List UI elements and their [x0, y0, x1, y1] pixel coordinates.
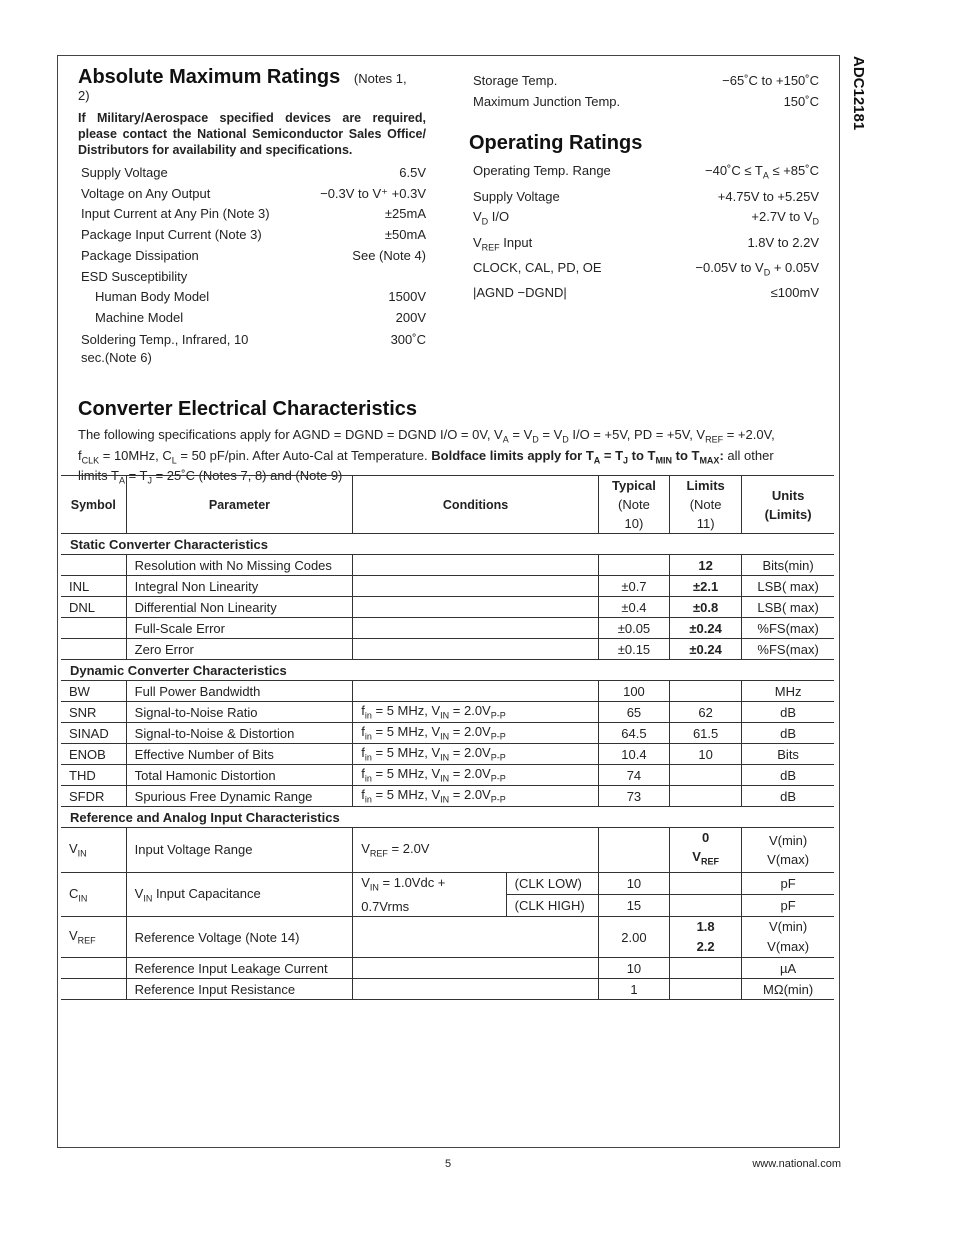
right-column — [469, 71, 819, 304]
table-row: SNR Signal-to-Noise Ratio $f_{in} = 5$ MHz, $V_{IN} = 2.0V_{P-P}$ 65 62 dB — [61, 702, 834, 723]
abs-row: Input Current at Any Pin (Note 3) ±25mA — [81, 206, 426, 222]
abs-max-title: Absolute Maximum Ratings — [78, 66, 341, 88]
op-row: $V_D$ I/O +2.7V to $V_D$ — [473, 209, 819, 227]
header-conditions: Conditions — [353, 476, 599, 534]
table-row: Zero Error ±0.15 ±0.24 %FS(max) — [61, 639, 834, 660]
storage-row: Storage Temp. −65˚C to +150˚C — [473, 73, 819, 88]
abs-row: Package Input Current (Note 3) ±50mA — [81, 227, 426, 243]
part-number-side-title: ADC12181 — [850, 56, 867, 131]
abs-row: Supply Voltage 6.5V — [81, 165, 426, 180]
table-row: Resolution with No Missing Codes 12 Bits(min) — [61, 555, 834, 576]
table-row: Reference Input Resistance 1 MΩ(min) — [61, 979, 834, 1000]
op-row: $V_{REF}$ Input 1.8V to 2.2V — [473, 234, 819, 253]
operating-ratings-title: Operating Ratings — [469, 132, 643, 155]
spec-table — [61, 475, 834, 1000]
table-header-row — [61, 476, 834, 534]
section-row-static: Static Converter Characteristics — [61, 534, 834, 555]
absolute-maximum-ratings-section — [78, 66, 426, 367]
table-row-cin-high: (CLK HIGH) 15 pF — [61, 894, 834, 916]
header-limits: Limits (Note 11) — [670, 476, 742, 534]
table-row-cin-low: $C_{IN}$ $V_{IN}$ Input Capacitance $V_{IN} = 1.0Vdc$ + 0.7Vrms (CLK LOW) 10 pF — [61, 872, 834, 894]
abs-row-soldering: Soldering Temp., Infrared, 10 sec.(Note 6) 300˚C — [81, 331, 426, 365]
converter-description: The following specifications apply for AGND = DGND = DGND I/O = 0V, $V_A = V_D = V_D$ I/O = +5V, PD = +5V, $V_{REF} = +2.0V$, $f_{CLK} = 10MHz$, $C_L = 50$ pF/pin. After Auto-Cal at Temperature. Boldface limits apply for $T_A = T_J$ to $T_{MIN}$ to $T_{MAX}$: all other limits $T_A = T_J$ = 25˚C (Notes 7, 8) and (Note 9) — [78, 427, 775, 486]
table-row: THD Total Hamonic Distortion $f_{in} = 5$ MHz, $V_{IN} = 2.0V_{P-P}$ 74 dB — [61, 765, 834, 786]
abs-max-notes-cont: 2) — [78, 88, 90, 103]
page-number: 5 — [445, 1158, 452, 1170]
table-row: SFDR Spurious Free Dynamic Range $f_{in} = 5$ MHz, $V_{IN} = 2.0V_{P-P}$ 73 dB — [61, 786, 834, 807]
table-row: Reference Input Leakage Current 10 µA — [61, 958, 834, 979]
table-row-vref: $V_{REF}$ Reference Voltage (Note 14) 2.00 1.8 2.2 V(min) V(max) — [61, 917, 834, 958]
header-parameter: Parameter — [126, 476, 353, 534]
table-row: BW Full Power Bandwidth 100 MHz — [61, 681, 834, 702]
military-notice: If Military/Aerospace specified devices are required, please contact the National Semiconductor Sales Office/ Distributors for availability and specifications. — [78, 111, 426, 157]
header-typical: Typical (Note 10) — [598, 476, 669, 534]
section-row-reference: Reference and Analog Input Characteristics — [61, 807, 834, 828]
storage-row: Maximum Junction Temp. 150˚C — [473, 93, 819, 109]
op-row: Operating Temp. Range −40˚C ≤ $T_A$ ≤ +85˚C — [473, 163, 819, 181]
table-row: DNL Differential Non Linearity ±0.4 ±0.8 LSB( max) — [61, 597, 834, 618]
op-row: Supply Voltage +4.75V to +5.25V — [473, 188, 819, 204]
op-row: CLOCK, CAL, PD, OE −0.05V to $V_D + 0.05V$ — [473, 260, 819, 278]
converter-title: Converter Electrical Characteristics — [78, 398, 418, 420]
header-symbol: Symbol — [61, 476, 126, 534]
footer-url: www.national.com — [752, 1158, 841, 1170]
table-row: Full-Scale Error ±0.05 ±0.24 %FS(max) — [61, 618, 834, 639]
table-row: INL Integral Non Linearity ±0.7 ±2.1 LSB( max) — [61, 576, 834, 597]
table-row-vin: $V_{IN}$ Input Voltage Range $V_{REF} = 2.0V$ 0 $V_{REF}$ V(min) V(max) — [61, 828, 834, 873]
section-row-dynamic: Dynamic Converter Characteristics — [61, 660, 834, 681]
abs-row: Human Body Model 1500V — [95, 289, 426, 305]
abs-max-list — [78, 163, 426, 367]
abs-row: ESD Susceptibility — [81, 268, 188, 284]
abs-row: Machine Model 200V — [95, 309, 426, 325]
header-units: Units (Limits) — [742, 476, 834, 534]
abs-row: Package Dissipation See (Note 4) — [81, 247, 426, 263]
op-row: |AGND −DGND| ≤100mV — [473, 285, 819, 301]
abs-max-notes: (Notes 1, — [353, 71, 407, 86]
table-row: ENOB Effective Number of Bits $f_{in} = 5$ MHz, $V_{IN} = 2.0V_{P-P}$ 10.4 10 Bits — [61, 744, 834, 765]
abs-row: Voltage on Any Output −0.3V to V⁺ +0.3V — [81, 185, 426, 201]
abs-max-heading — [78, 66, 426, 90]
table-row: SINAD Signal-to-Noise & Distortion $f_{in} = 5$ MHz, $V_{IN} = 2.0V_{P-P}$ 64.5 61.5 dB — [61, 723, 834, 744]
